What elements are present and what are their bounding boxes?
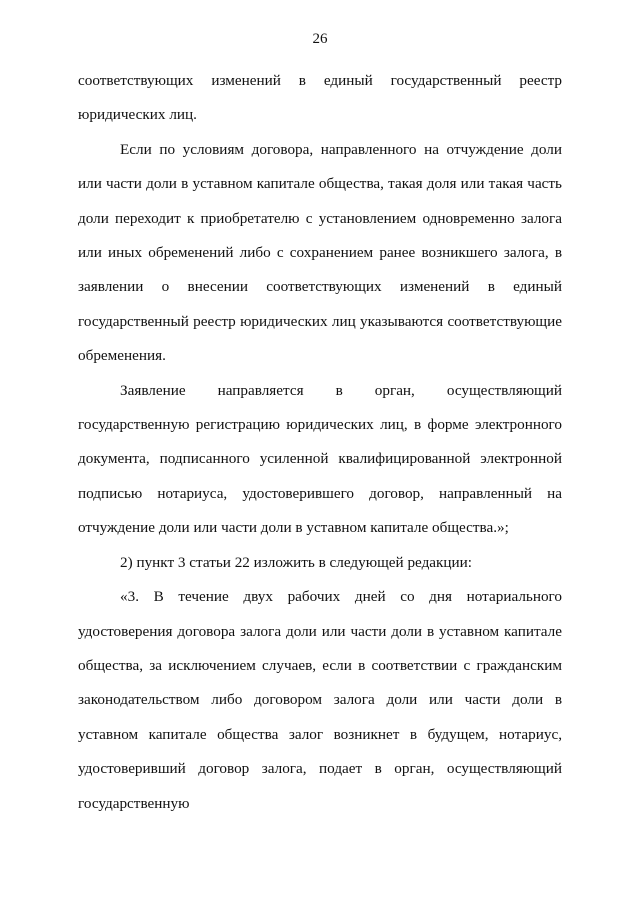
paragraph-item-2: 2) пункт 3 статьи 22 изложить в следующей редакции: [120,553,473,571]
paragraph-clause-3: «3. В течение двух рабочих дней со дня нотариального удостоверения договора залога доли или части доли в уставном капитале общества, за исключением случаев, если в соответствии с гражданским законодательством либо договором залога доли или части доли в уставном капитале общества залог возникнет в будущем, нотариус, удостоверивший договор залога, подает в орган, осуществляющий государственную [78,588,562,812]
paragraph-encumbrances: Если по условиям договора, направленного на отчуждение доли или части доли в уставном капитале общества, такая доля или такая часть доли переходит к приобретателю с установлением одновременно залога или иных обременений либо с сохранением ранее возникшего залога, в заявлении о внесении соответствующих изменений в единый государственный реестр юридических лиц указываются соответствующие обременения. [78,140,562,365]
page-number: 26 [312,31,328,47]
document-body [78,64,562,821]
paragraph-continuation: соответствующих изменений в единый государственный реестр юридических лиц. [78,72,562,124]
paragraph-application: Заявление направляется в орган, осуществляющий государственную регистрацию юридических лиц, в форме электронного документа, подписанного усиленной квалифицированной электронной подписью нотариуса, удостоверившего договор, направленный на отчуждение доли или части доли в уставном капитале общества.»; [78,381,562,537]
